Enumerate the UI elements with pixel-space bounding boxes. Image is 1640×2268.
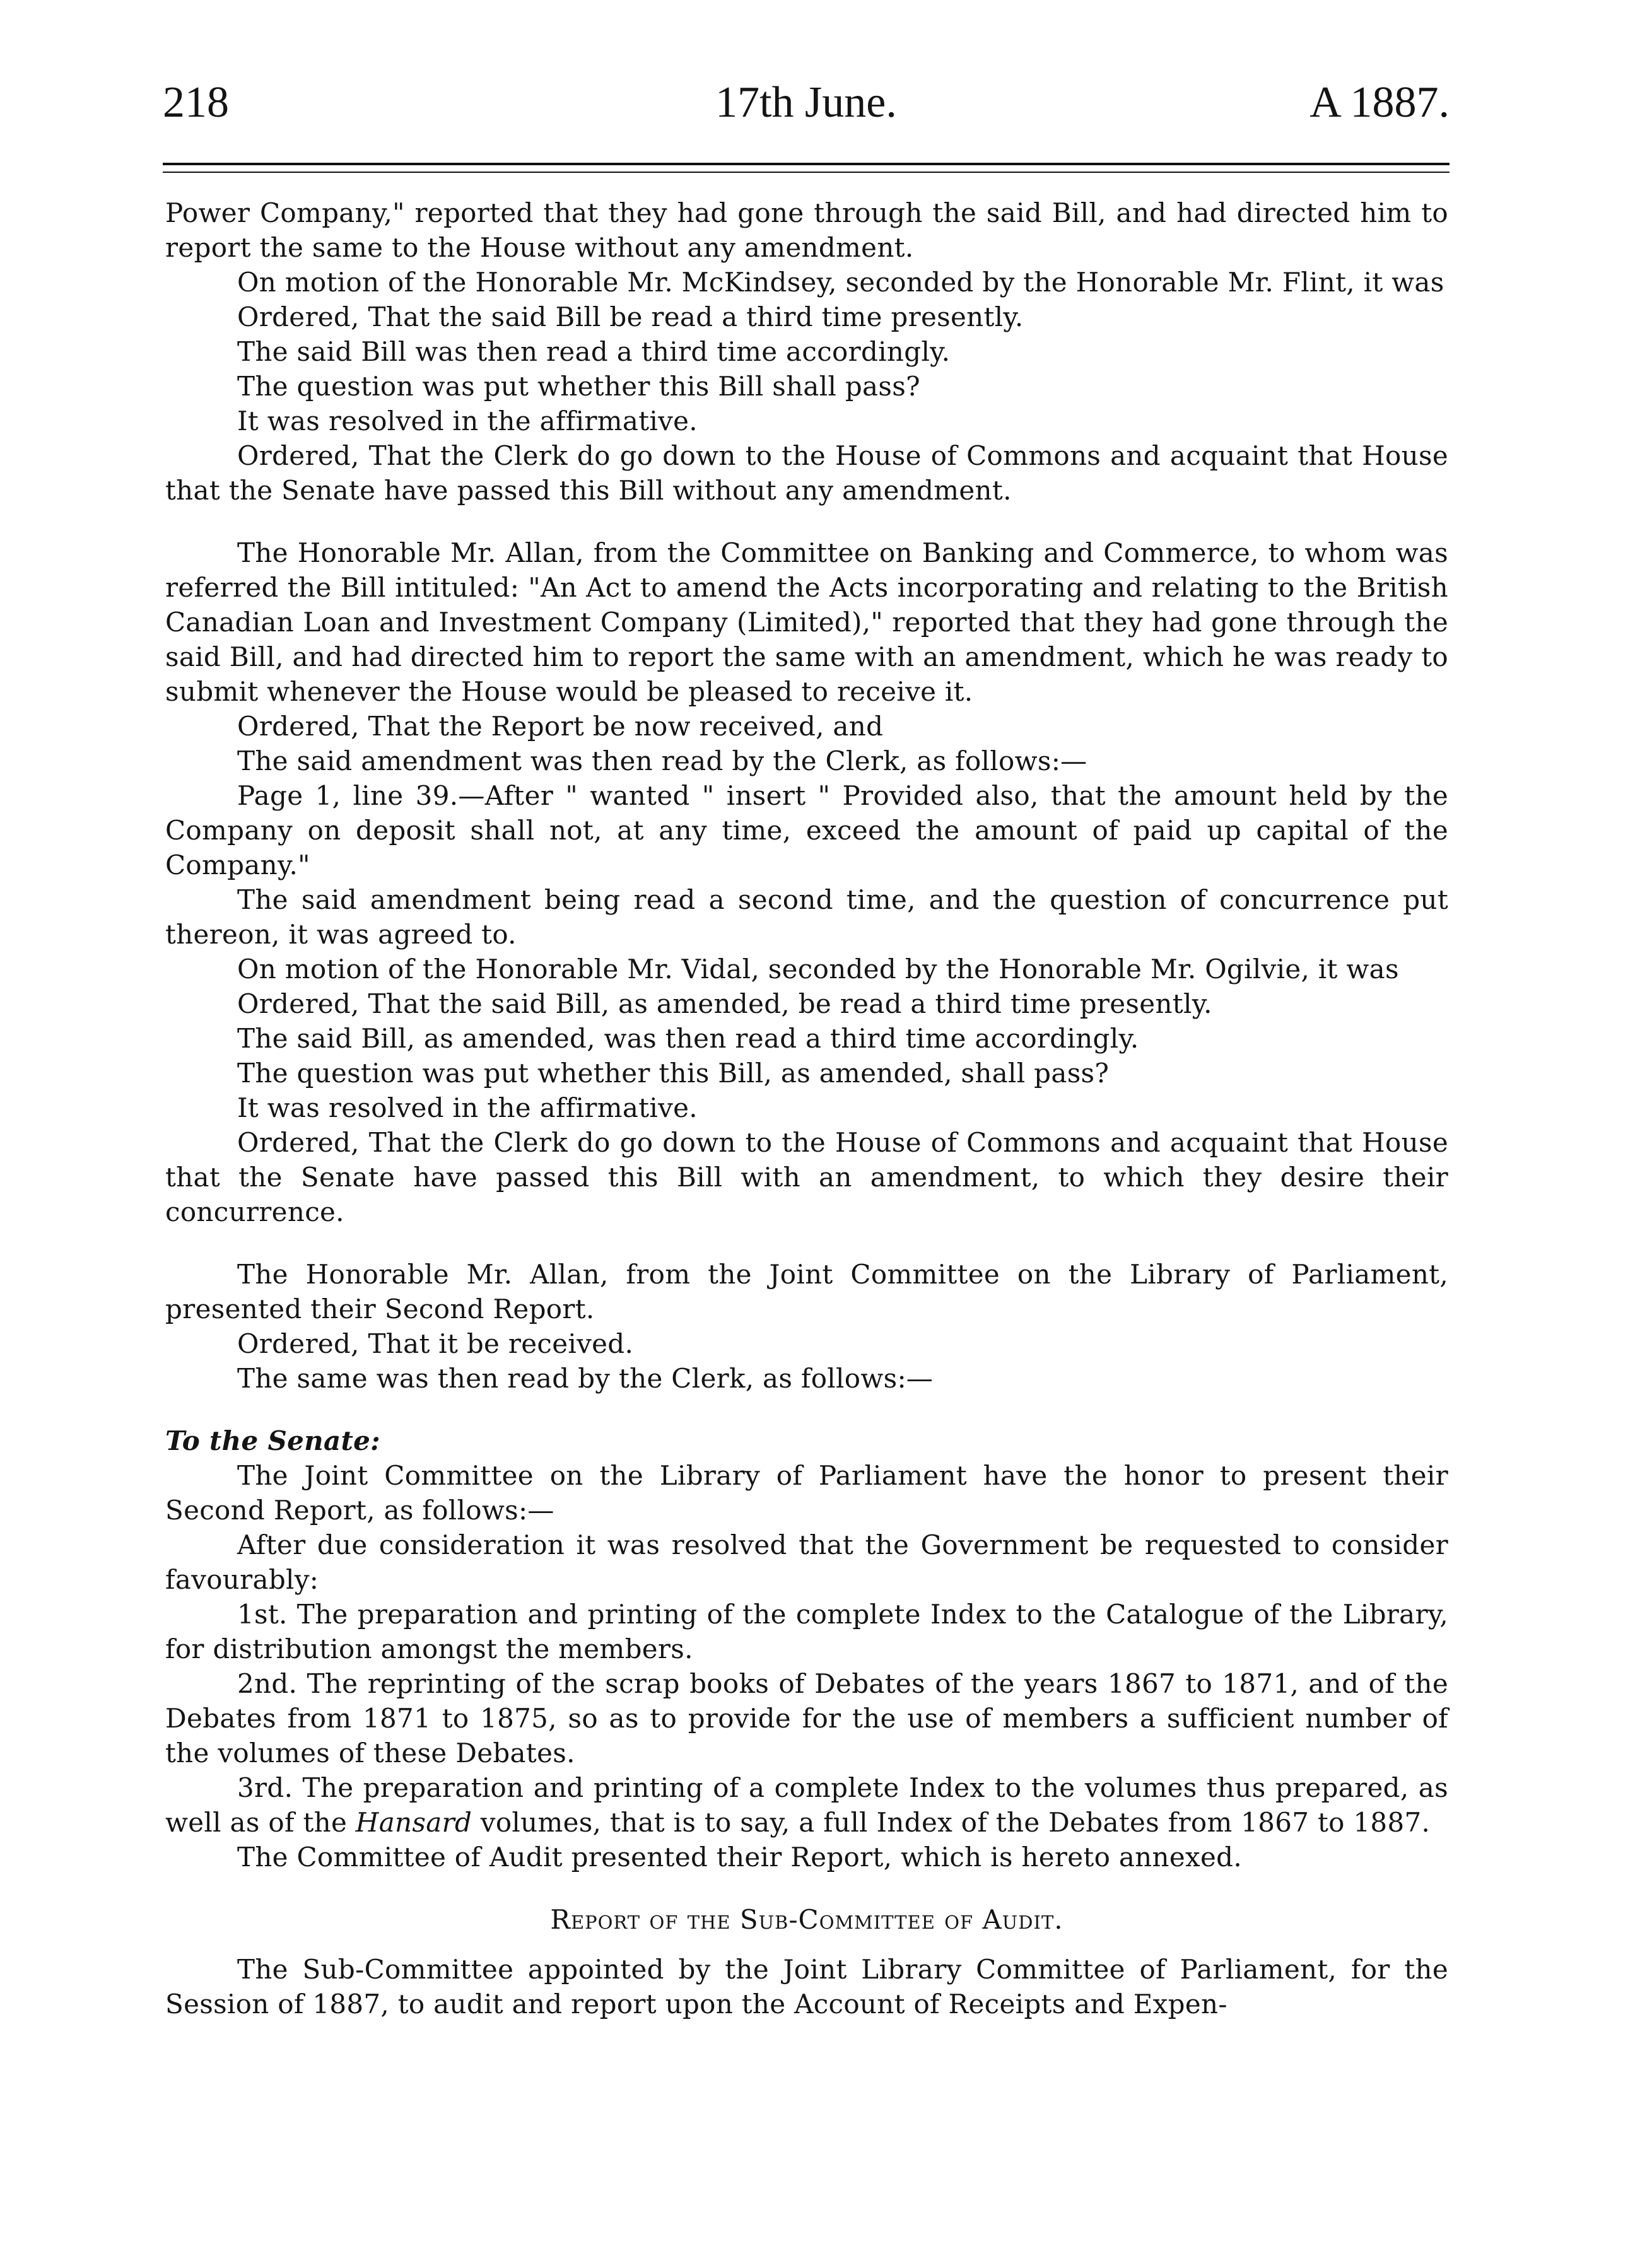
paragraph: The said Bill, as amended, was then read a third time accordingly. [237, 1023, 1139, 1054]
paragraph: Ordered, That it be received. [237, 1328, 634, 1359]
paragraph: The question was put whether this Bill, as amended, shall pass? [237, 1058, 1110, 1089]
hansard-italic: Hansard [355, 1807, 472, 1838]
paragraph: The said Bill was then read a third time accordingly. [237, 336, 951, 367]
paragraph: Ordered, That the Clerk do go down to the House of Commons and acquaint that House that the Senate have passed this Bill with an amendment, to which they desire their concurrence. [165, 1127, 1448, 1227]
section-gap [165, 508, 1448, 535]
header-rule-thin [163, 172, 1450, 173]
section-gap [165, 1229, 1448, 1257]
paragraph: 2nd. The reprinting of the scrap books of Debates of the years 1867 to 1871, and of the Debates from 1871 to 1875, so as to provide for the use of members a sufficient number of the volumes of these Debates. [165, 1668, 1448, 1768]
paragraph: Page 1, line 39.—After " wanted " insert " Provided also, that the amount held by the Company on deposit shall not, at any time, exceed the amount of paid up capital of the Company." [165, 780, 1448, 880]
paragraph: On motion of the Honorable Mr. McKindsey, seconded by the Honorable Mr. Flint, it was [237, 267, 1444, 298]
paragraph: It was resolved in the affirmative. [237, 406, 698, 436]
section-gap [165, 1396, 1448, 1423]
text-run: 3rd. The preparation and printing of a complete Index to the volumes thus prepared, as well as of the [165, 1772, 1448, 1838]
paragraph: The Joint Committee on the Library of Parliament have the honor to present their Second Report, as follows:— [165, 1460, 1448, 1526]
header-rule-thick [163, 163, 1450, 165]
paragraph: Ordered, That the said Bill, as amended, be read a third time presently. [237, 988, 1212, 1019]
paragraph: 1st. The preparation and printing of the complete Index to the Catalogue of the Library, for distribution amongst the members. [165, 1599, 1448, 1664]
header-date: 17th June. [715, 78, 897, 127]
section-gap [165, 1874, 1448, 1902]
paragraph: It was resolved in the affirmative. [237, 1092, 698, 1123]
salutation: To the Senate: [165, 1425, 380, 1456]
paragraph: Power Company," reported that they had gone through the said Bill, and had directed him to report the same to the House without any amendment. [165, 197, 1448, 263]
paragraph: The same was then read by the Clerk, as follows:— [237, 1363, 934, 1394]
page-number: 218 [163, 78, 229, 127]
paragraph: The Honorable Mr. Allan, from the Committee on Banking and Commerce, to whom was referred the Bill intituled: "An Act to amend the Acts incorporating and relating to the British Canadian Loan and Investment Company (Limited)," reported that they had gone through the said Bill, and had directed him to report the same with an amendment, which he was ready to submit whenever the House would be pleased to receive it. [165, 537, 1448, 707]
section-gap [165, 1937, 1448, 1952]
paragraph: The Sub-Committee appointed by the Joint Library Committee of Parliament, for the Session of 1887, to audit and report upon the Account of Receipts and Expen- [165, 1954, 1448, 2020]
paragraph [165, 1770, 1448, 1840]
running-header [163, 74, 1450, 131]
journal-body [165, 196, 1448, 2021]
paragraph: On motion of the Honorable Mr. Vidal, seconded by the Honorable Mr. Ogilvie, it was [237, 954, 1399, 985]
header-year: A 1887. [1309, 78, 1450, 127]
paragraph: The Honorable Mr. Allan, from the Joint Committee on the Library of Parliament, presented their Second Report. [165, 1259, 1448, 1324]
paragraph: The said amendment was then read by the Clerk, as follows:— [237, 745, 1087, 776]
paragraph: The question was put whether this Bill shall pass? [237, 371, 920, 402]
text-run: volumes, that is to say, a full Index of the Debates from 1867 to 1887. [472, 1807, 1431, 1838]
paragraph: After due consideration it was resolved that the Government be requested to consider favourably: [165, 1529, 1448, 1595]
paragraph: The said amendment being read a second time, and the question of concurrence put thereon, it was agreed to. [165, 884, 1448, 950]
paragraph: The Committee of Audit presented their Report, which is hereto annexed. [237, 1842, 1243, 1873]
section-heading: Report of the Sub-Committee of Audit. [550, 1904, 1063, 1935]
paragraph: Ordered, That the Clerk do go down to the House of Commons and acquaint that House that the Senate have passed this Bill without any amendment. [165, 440, 1448, 506]
paragraph: Ordered, That the said Bill be read a third time presently. [237, 301, 1024, 332]
paragraph: Ordered, That the Report be now received, and [237, 711, 884, 742]
